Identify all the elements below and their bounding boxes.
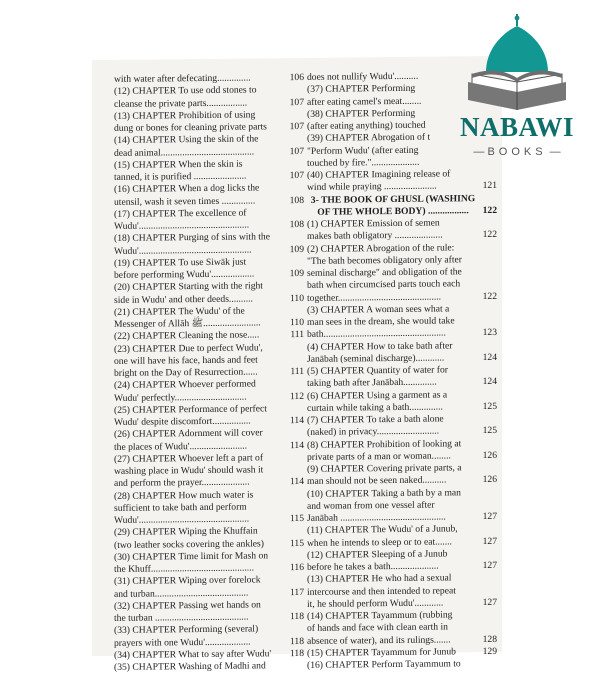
toc-entry-text: Wudu' perfectly.............................. bbox=[114, 391, 286, 405]
toc-entry-text: "The bath becomes obligatory only after bbox=[307, 254, 479, 268]
toc-entry-text: (27) CHAPTER Whoever left a part of bbox=[114, 452, 286, 466]
toc-entry-text: (21) CHAPTER The Wudu' of the bbox=[114, 305, 286, 319]
toc-entry-text: private parts of a man or woman........ bbox=[307, 450, 479, 464]
toc-entry-text: prayers with one Wudu'................... bbox=[114, 636, 286, 650]
toc-entry-text: (13) CHAPTER Prohibition of using bbox=[114, 109, 286, 123]
toc-entry-text: (9) CHAPTER Covering private parts, a bbox=[307, 462, 479, 476]
toc-entry-text: (16) CHAPTER Perform Tayammum to bbox=[307, 658, 479, 672]
toc-entry-text: cleanse the private parts................. bbox=[114, 97, 286, 111]
toc-entry-page: 118 bbox=[286, 648, 304, 660]
toc-entry-page: 122 bbox=[479, 229, 497, 241]
toc-entry-text: (1) CHAPTER Emission of semen bbox=[307, 217, 479, 231]
toc-entry-text: Wudu' despite discomfort................ bbox=[114, 415, 286, 429]
toc-entry-text: and turban....................................... bbox=[114, 587, 286, 601]
toc-entry-page: 122 bbox=[479, 205, 497, 217]
toc-entry-page: 107 bbox=[286, 96, 304, 108]
toc-entry-text: and perform the prayer.................... bbox=[114, 476, 286, 490]
toc-entry-text: intercourse and then intended to repeat bbox=[307, 585, 479, 599]
toc-entry-page: 110 bbox=[286, 292, 304, 304]
toc-entry-text: together........................................... bbox=[307, 291, 479, 305]
toc-entry-text: Messenger of Allāh ﷺ........................ bbox=[114, 317, 286, 331]
toc-entry-text: does not nullify Wudu'.......... bbox=[307, 70, 479, 84]
toc-entry-page: 127 bbox=[479, 597, 497, 609]
toc-entry-text: tanned, it is purified ...................... bbox=[114, 170, 286, 184]
toc-entry-text: (32) CHAPTER Passing wet hands on bbox=[114, 599, 286, 613]
toc-entry-text: man sees in the dream, she would take bbox=[307, 315, 479, 329]
toc-entry-text: Wudu'.............................................. bbox=[114, 219, 286, 233]
toc-entry-text: (33) CHAPTER Performing (several) bbox=[114, 623, 286, 637]
toc-entry-text: (15) CHAPTER Tayammum for Junub bbox=[307, 646, 479, 660]
toc-entry-page: 115 bbox=[286, 537, 304, 549]
toc-entry-text: (40) CHAPTER Imagining release of bbox=[307, 168, 479, 182]
toc-entry-page: 127 bbox=[479, 560, 497, 572]
toc-entry-text: (two leather socks covering the ankles) bbox=[114, 538, 286, 552]
toc-entry-text: before performing Wudu'.................. bbox=[114, 268, 286, 282]
toc-entry-page: 114 bbox=[286, 476, 304, 488]
toc-entry-page: 127 bbox=[479, 511, 497, 523]
toc-entry-text: (34) CHAPTER What to say after Wudu' bbox=[114, 648, 286, 662]
toc-entry-page: 115 bbox=[286, 513, 304, 525]
toc-entry-text: (39) CHAPTER Abrogation of t bbox=[307, 131, 479, 145]
toc-entry-text: with water after defecating.............. bbox=[114, 72, 286, 86]
toc-entry-page: 124 bbox=[479, 376, 497, 388]
toc-left-column bbox=[114, 72, 304, 674]
toc-entry-page: 109 bbox=[286, 268, 304, 280]
toc-entry-text: (8) CHAPTER Prohibition of looking at bbox=[307, 438, 479, 452]
toc-entry-text: Janābah ............................................ bbox=[307, 511, 479, 525]
toc-entry-text: (38) CHAPTER Performing bbox=[307, 107, 479, 121]
toc-entry-page: 111 bbox=[286, 366, 304, 378]
toc-entry-text: seminal discharge" and obligation of the bbox=[307, 266, 479, 280]
toc-entry-text: (25) CHAPTER Performance of perfect bbox=[114, 403, 286, 417]
toc-entry-page: 114 bbox=[286, 439, 304, 451]
toc-entry-text: (20) CHAPTER Starting with the right bbox=[114, 280, 286, 294]
toc-entry-page: 112 bbox=[286, 390, 304, 402]
toc-entry-page: 117 bbox=[286, 586, 304, 598]
toc-entry-text: (16) CHAPTER When a dog licks the bbox=[114, 182, 286, 196]
toc-entry-text: absence of water), and its rulings....... bbox=[307, 634, 479, 648]
toc-entry-page: 106 bbox=[286, 72, 304, 84]
toc-entry-text: (35) CHAPTER Washing of Madhi and bbox=[114, 660, 286, 674]
toc-entry-text: (10) CHAPTER Taking a bath by a man bbox=[307, 487, 479, 501]
toc-entry-text: (15) CHAPTER When the skin is bbox=[114, 158, 286, 172]
toc-entry-page: 129 bbox=[479, 646, 497, 658]
toc-entry-text: touched by fire.".................... bbox=[307, 156, 479, 170]
toc-entry-text: sufficient to take bath and perform bbox=[114, 501, 286, 515]
toc-entry-text: dung or bones for cleaning private parts bbox=[114, 121, 286, 135]
toc-entry-text: (18) CHAPTER Purging of sins with the bbox=[114, 231, 286, 245]
toc-entry-text: (12) CHAPTER To use odd stones to bbox=[114, 84, 286, 98]
toc-entry-page: 125 bbox=[479, 425, 497, 437]
brand-subtitle: — BOOKS — bbox=[442, 146, 592, 158]
toc-entry-text: (11) CHAPTER The Wudu' of a Junub, bbox=[307, 523, 479, 537]
toc-entry-text: side in Wudu' and other deeds.......... bbox=[114, 293, 286, 307]
toc-entry-page: 109 bbox=[286, 243, 304, 255]
toc-entry-text: 3- THE BOOK OF GHUSL (WASHING bbox=[307, 193, 479, 207]
toc-entry-text: (22) CHAPTER Cleaning the nose..... bbox=[114, 329, 286, 343]
toc-entry-page: 118 bbox=[286, 635, 304, 647]
toc-entry-text: OF THE WHOLE BODY) ................. bbox=[307, 205, 479, 219]
toc-entry-page: 116 bbox=[286, 562, 304, 574]
toc-entry-text: (3) CHAPTER A woman sees what a bbox=[307, 303, 479, 317]
toc-entry-text: the Khuff........................................... bbox=[114, 562, 286, 576]
toc-entry-text: utensil, wash it seven times .............. bbox=[114, 195, 286, 209]
toc-entry-text: (13) CHAPTER He who had a sexual bbox=[307, 572, 479, 586]
toc-entry-text: wind while praying ...................... bbox=[307, 180, 479, 194]
toc-entry-page: 126 bbox=[479, 474, 497, 486]
toc-entry-text: before he takes a bath.................... bbox=[307, 560, 479, 574]
toc-entry-page: 127 bbox=[479, 535, 497, 547]
toc-entry-text: after eating camel's meat........ bbox=[307, 95, 479, 109]
book-page bbox=[92, 56, 502, 656]
toc-entry-page: 123 bbox=[479, 327, 497, 339]
toc-entry-text: taking bath after Janābah.............. bbox=[307, 376, 479, 390]
toc-entry-page: 114 bbox=[286, 415, 304, 427]
toc-entry-text: (6) CHAPTER Using a garment as a bbox=[307, 389, 479, 403]
toc-entry-page: 128 bbox=[479, 633, 497, 645]
toc-entry-page: 107 bbox=[286, 145, 304, 157]
toc-entry-page: 122 bbox=[479, 290, 497, 302]
nabawi-books-logo bbox=[442, 12, 592, 162]
toc-entry-text: (26) CHAPTER Adornment will cover bbox=[114, 427, 286, 441]
toc-entry-text: (23) CHAPTER Due to perfect Wudu', bbox=[114, 342, 286, 356]
toc-entry-text: (31) CHAPTER Wiping over forelock bbox=[114, 574, 286, 588]
toc-entry-page: 111 bbox=[286, 329, 304, 341]
toc-entry-text: man should not be seen naked.......... bbox=[307, 474, 479, 488]
toc-entry-page: 124 bbox=[479, 352, 497, 364]
toc-entry-text: (24) CHAPTER Whoever performed bbox=[114, 378, 286, 392]
toc-entry-text: (17) CHAPTER The excellence of bbox=[114, 207, 286, 221]
toc-entry-page: 118 bbox=[286, 611, 304, 623]
toc-entry-text: (29) CHAPTER Wiping the Khuffain bbox=[114, 525, 286, 539]
toc-entry-page: 125 bbox=[479, 401, 497, 413]
toc-entry-text: (30) CHAPTER Time limit for Mash on bbox=[114, 550, 286, 564]
toc-entry-text: the places of Wudu'........................ bbox=[114, 440, 286, 454]
toc-entry bbox=[114, 660, 304, 674]
toc-entry-text: (12) CHAPTER Sleeping of a Junub bbox=[307, 548, 479, 562]
toc-entry-text: (19) CHAPTER To use Siwāk just bbox=[114, 256, 286, 270]
toc-entry-text: makes bath obligatory .................... bbox=[307, 229, 479, 243]
brand-subtitle-text: BOOKS bbox=[487, 146, 546, 158]
toc-entry-text: bath................................................... bbox=[307, 327, 479, 341]
toc-entry-text: Wudu'............................................... bbox=[114, 244, 286, 258]
toc-entry-page: 126 bbox=[479, 450, 497, 462]
toc-entry-text: (14) CHAPTER Tayammum (rubbing bbox=[307, 609, 479, 623]
toc-entry-text: (after eating anything) touched bbox=[307, 119, 479, 133]
toc-entry-text: (37) CHAPTER Performing bbox=[307, 82, 479, 96]
toc-entry-text: Janābah (seminal discharge)............ bbox=[307, 352, 479, 366]
toc-entry-page: 107 bbox=[286, 170, 304, 182]
toc-entry-text: (4) CHAPTER How to take bath after bbox=[307, 340, 479, 354]
toc-entry-text: bright on the Day of Resurrection...... bbox=[114, 366, 286, 380]
toc-entry-page: 108 bbox=[286, 194, 304, 206]
toc-entry-text: Wudu'.............................................. bbox=[114, 513, 286, 527]
mosque-dome-book-icon bbox=[464, 12, 570, 112]
toc-entry-text: and woman from one vessel after bbox=[307, 499, 479, 513]
toc-entry-text: when he intends to sleep or to eat....... bbox=[307, 536, 479, 550]
toc-entry-page: 107 bbox=[286, 121, 304, 133]
toc-entry-text: of hands and face with clean earth in bbox=[307, 621, 479, 635]
toc-entry-text: washing place in Wudu' should wash it bbox=[114, 464, 286, 478]
toc-entry-text: one will have his face, hands and feet bbox=[114, 354, 286, 368]
toc-entry-text: (5) CHAPTER Quantity of water for bbox=[307, 364, 479, 378]
toc-entry-text: (28) CHAPTER How much water is bbox=[114, 489, 286, 503]
toc-entry-page: 121 bbox=[479, 180, 497, 192]
toc-entry-text: bath when circumcised parts touch each bbox=[307, 278, 479, 292]
toc-entry-text: the turban ....................................... bbox=[114, 611, 286, 625]
brand-name: NABAWI bbox=[442, 112, 592, 143]
toc-entry-text: dead animal....................................... bbox=[114, 146, 286, 160]
toc-entry-text: (naked) in privacy.......................... bbox=[307, 425, 479, 439]
toc-entry-text: (2) CHAPTER Abrogation of the rule: bbox=[307, 242, 479, 256]
toc-entry-page: 110 bbox=[286, 317, 304, 329]
toc-entry-text: "Perform Wudu' (after eating bbox=[307, 144, 479, 158]
toc-entry-page: 108 bbox=[286, 219, 304, 231]
toc-entry-text: (14) CHAPTER Using the skin of the bbox=[114, 133, 286, 147]
toc-entry-text: curtain while taking a bath.............. bbox=[307, 401, 479, 415]
toc-entry-text: (7) CHAPTER To take a bath alone bbox=[307, 413, 479, 427]
toc-entry-text: it, he should perform Wudu'............ bbox=[307, 597, 479, 611]
toc-entry bbox=[307, 658, 497, 672]
